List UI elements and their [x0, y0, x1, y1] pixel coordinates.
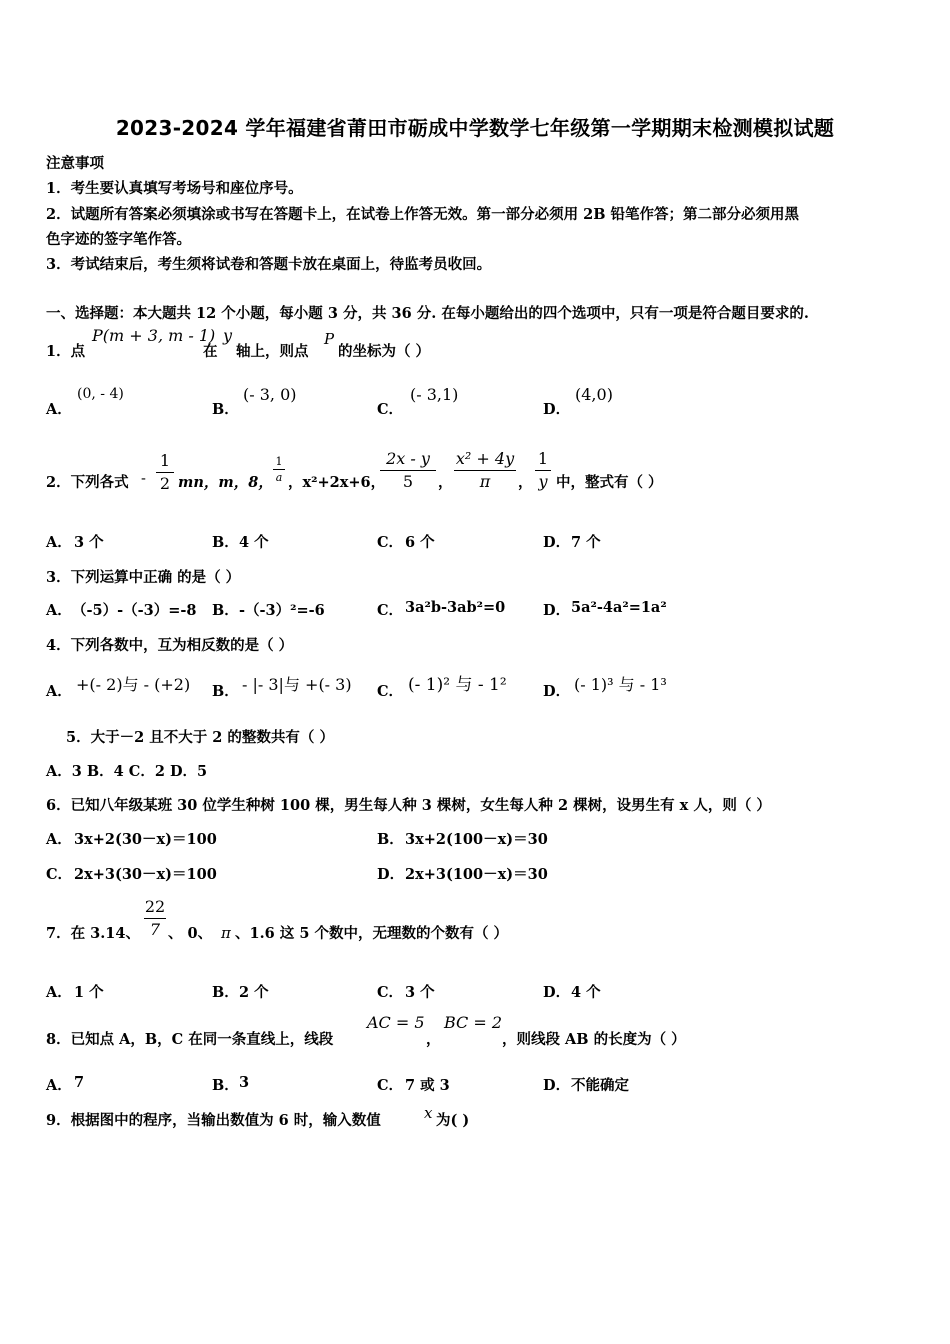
notice-item-1: 1．考生要认真填写考场号和座位序号。: [46, 180, 303, 197]
q2-fraction-1: [156, 451, 174, 494]
q7-option-b: 2 个: [239, 984, 269, 1001]
q7-stem-end: 、1.6 这 5 个数中，无理数的个数有（ ）: [235, 925, 509, 942]
q5-options: A．3 B．4 C．2 D．5: [46, 763, 208, 780]
q4-option-b: - |- 3|与 +(- 3): [242, 675, 352, 694]
q1-stem-mid2: 轴上，则点: [236, 343, 309, 360]
q8-ac: AC = 5: [367, 1013, 425, 1032]
q4-option-c: (- 1)² 与 - 1²: [408, 675, 507, 695]
q4-option-d: (- 1)³ 与 - 1³: [574, 675, 667, 694]
q1-option-a-label: A．: [46, 401, 72, 418]
notice-heading: 注意事项: [46, 155, 104, 172]
q9-stem-end: 为( ): [436, 1112, 470, 1129]
q8-option-c: 7 或 3: [405, 1077, 450, 1094]
q2-fraction-3-num: 2x - y: [386, 449, 430, 468]
q6-option-a: 3x+2(30－x)＝100: [74, 831, 217, 848]
q8-option-c-label: C．: [377, 1077, 404, 1094]
q8-stem-end: ，则线段 AB 的长度为（ ）: [502, 1031, 686, 1048]
q3-option-b-label: B．: [212, 602, 239, 619]
q2-comma-1: ，: [438, 474, 453, 491]
q2-fraction-2-den: a: [275, 471, 283, 484]
q7-stem-mid: 、 0、: [168, 925, 213, 942]
notice-item-2: 2．试题所有答案必须填涂或书写在答题卡上，在试卷上作答无效。第一部分必须用 2B 铅笔作答；第二部分必须用黑: [46, 206, 800, 223]
q8-stem-start: 8．已知点 A，B，C 在同一条直线上，线段: [46, 1031, 334, 1048]
q2-option-d-label: D．: [543, 534, 571, 551]
q3-option-b: -（-3）²=-6: [239, 602, 325, 619]
q2-option-c-label: C．: [377, 534, 404, 551]
q7-option-a-label: A．: [46, 984, 72, 1001]
q8-option-d: 不能确定: [571, 1077, 629, 1094]
q8-comma: ，: [426, 1031, 441, 1048]
q1-option-c-label: C．: [377, 401, 404, 418]
q7-pi: π: [221, 924, 231, 942]
q3-option-a-label: A．: [46, 602, 72, 619]
q6-option-c: 2x+3(30－x)＝100: [74, 866, 217, 883]
q7-option-c: 3 个: [405, 984, 435, 1001]
q3-option-d-label: D．: [543, 602, 571, 619]
q1-stem-mid: 在: [203, 343, 218, 360]
q5-stem: 5．大于－2 且不大于 2 的整数共有（ ）: [66, 729, 334, 746]
q2-minus: -: [141, 471, 146, 487]
q6-option-d: 2x+3(100－x)＝30: [405, 866, 548, 883]
q1-option-b: (- 3, 0): [243, 385, 297, 404]
q1-option-d: (4,0): [575, 385, 613, 404]
q6-option-d-label: D．: [377, 866, 405, 883]
q3-option-d: 5a²-4a²=1a²: [571, 599, 667, 616]
q4-option-c-label: C．: [377, 683, 404, 700]
q2-option-a-label: A．: [46, 534, 72, 551]
q8-option-a-label: A．: [46, 1077, 72, 1094]
q2-fraction-5: [535, 449, 551, 492]
q7-stem-start: 7．在 3.14、: [46, 925, 140, 942]
q7-option-a: 1 个: [74, 984, 104, 1001]
q1-stem-end: 的坐标为（ ）: [338, 343, 431, 360]
q8-option-b: 3: [239, 1074, 250, 1091]
q8-option-a: 7: [74, 1074, 85, 1091]
q1-option-c: (- 3,1): [410, 385, 459, 404]
q6-stem: 6．已知八年级某班 30 位学生种树 100 棵，男生每人种 3 棵树，女生每人种 2 棵树，设男生有 x 人，则（ ）: [46, 797, 771, 814]
q4-option-a: +(- 2)与 - (+2): [76, 675, 191, 694]
q2-fraction-1-num: 1: [159, 451, 171, 470]
q2-option-b-label: B．: [212, 534, 239, 551]
q2-option-b: 4 个: [239, 534, 269, 551]
q2-fraction-4-num: x² + 4y: [455, 449, 515, 468]
q2-fraction-2-num: 1: [275, 455, 283, 468]
q7-option-b-label: B．: [212, 984, 239, 1001]
q6-option-b: 3x+2(100－x)＝30: [405, 831, 548, 848]
q9-x: x: [424, 1104, 433, 1122]
q1-option-a: (0, - 4): [77, 386, 124, 402]
q1-point: P(m + 3, m - 1): [92, 326, 216, 345]
q2-fraction-3: [380, 449, 436, 492]
q4-option-a-label: A．: [46, 683, 72, 700]
q6-option-b-label: B．: [377, 831, 404, 848]
q7-option-c-label: C．: [377, 984, 404, 1001]
q7-fraction-num: 22: [144, 897, 166, 916]
q2-fraction-4-den: π: [479, 472, 491, 491]
q6-option-c-label: C．: [46, 866, 73, 883]
section-heading: 一、选择题：本大题共 12 个小题，每小题 3 分，共 36 分. 在每小题给出的四个选项中，只有一项是符合题目要求的.: [46, 305, 809, 322]
q2-option-d: 7 个: [571, 534, 601, 551]
q6-option-a-label: A．: [46, 831, 72, 848]
q7-fraction: [144, 897, 166, 940]
q2-fraction-2: [273, 455, 285, 484]
q8-option-d-label: D．: [543, 1077, 571, 1094]
q2-fraction-5-den: y: [538, 472, 548, 491]
q4-option-b-label: B．: [212, 683, 239, 700]
q7-option-d-label: D．: [543, 984, 571, 1001]
q1-stem-start: 1．点: [46, 343, 86, 360]
q7-option-d: 4 个: [571, 984, 601, 1001]
q4-option-d-label: D．: [543, 683, 571, 700]
q2-fraction-4: [454, 449, 516, 492]
q2-terms-1: mn，m，8，: [178, 474, 273, 491]
q1-axis: y: [223, 326, 233, 345]
q7-fraction-den: 7: [149, 920, 161, 939]
q8-option-b-label: B．: [212, 1077, 239, 1094]
q2-option-c: 6 个: [405, 534, 435, 551]
q2-terms-2: ，x²+2x+6，: [288, 474, 386, 491]
q2-option-a: 3 个: [74, 534, 104, 551]
notice-item-3: 3．考试结束后，考生须将试卷和答题卡放在桌面上，待监考员收回。: [46, 256, 492, 273]
notice-item-2-cont: 色字迹的签字笔作答。: [46, 231, 191, 248]
q2-stem-start: 2．下列各式: [46, 474, 129, 491]
q2-stem-end: 中，整式有（ ）: [556, 474, 663, 491]
q2-fraction-1-den: 2: [159, 474, 171, 493]
q9-stem-start: 9．根据图中的程序，当输出数值为 6 时，输入数值: [46, 1112, 381, 1129]
q1-option-b-label: B．: [212, 401, 239, 418]
q2-fraction-3-den: 5: [402, 472, 414, 491]
q2-fraction-5-num: 1: [537, 449, 549, 468]
q3-option-a: （-5）-（-3）=-8: [72, 602, 197, 619]
q4-stem: 4．下列各数中，互为相反数的是（ ）: [46, 637, 294, 654]
page-title: 2023-2024 学年福建省莆田市砺成中学数学七年级第一学期期末检测模拟试题: [115, 116, 835, 140]
q1-p: P: [324, 330, 335, 348]
q3-option-c: 3a²b-3ab²=0: [405, 599, 506, 616]
q3-stem: 3．下列运算中正确 的是（ ）: [46, 569, 241, 586]
q1-option-d-label: D．: [543, 401, 571, 418]
q2-comma-2: ，: [518, 474, 533, 491]
q3-option-c-label: C．: [377, 602, 404, 619]
q8-bc: BC = 2: [444, 1013, 503, 1032]
